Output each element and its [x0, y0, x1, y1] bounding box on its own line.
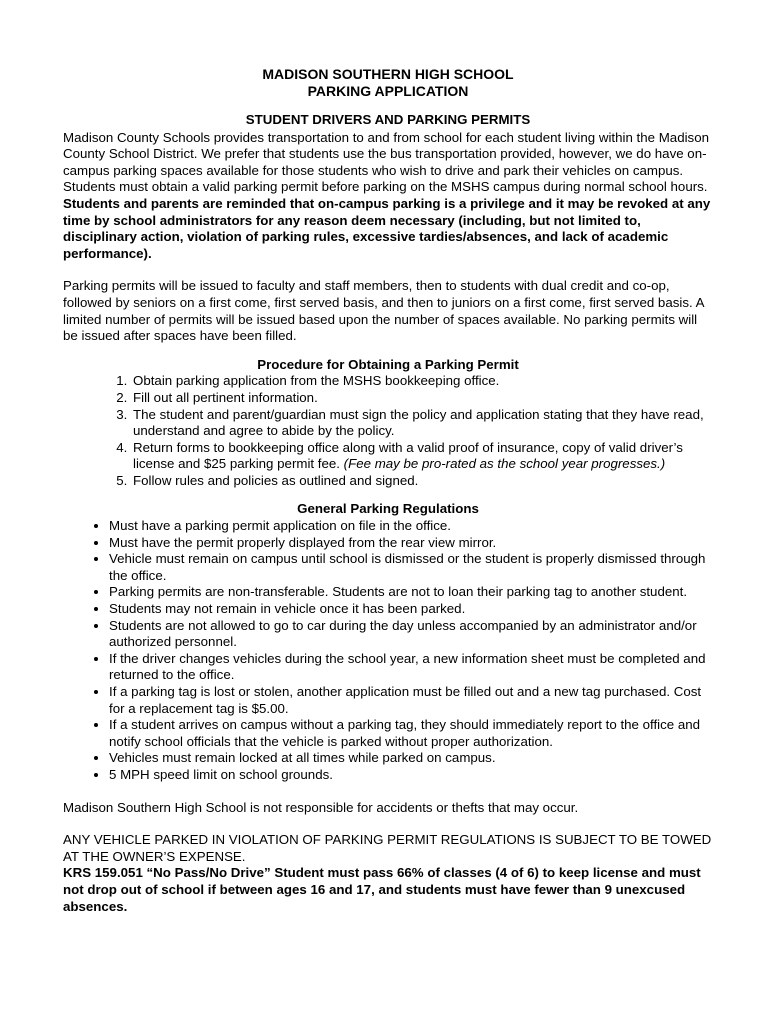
- liability-disclaimer: Madison Southern High School is not responsible for accidents or thefts that may occur.: [63, 799, 579, 815]
- tow-notice: ANY VEHICLE PARKED IN VIOLATION OF PARKING PERMIT REGULATIONS IS SUBJECT TO BE TOWED AT THE OWNER’S EXPENSE.: [63, 832, 712, 864]
- regulation-item: • Vehicles must remain locked at all times while parked on campus.: [109, 750, 713, 767]
- regulation-item: • If the driver changes vehicles during the school year, a new information sheet must be completed and returned to the office.: [109, 651, 713, 684]
- intro-bold-text: Students and parents are reminded that on-campus parking is a privilege and it may be revoked at any time by school administrators for any reason deem necessary (including, but not limited to, disciplinary action, violation of parking rules, excessive tardies/absences, and lack of academic performance).: [63, 195, 711, 261]
- krs-notice: KRS 159.051 “No Pass/No Drive” Student must pass 66% of classes (4 of 6) to keep license and must not drop out of school if between ages 16 and 17, and students must have fewer than 9 unexcused absences.: [63, 865, 701, 914]
- regulation-item: • Students are not allowed to go to car during the day unless accompanied by an administrator and/or authorized personnel.: [109, 618, 713, 651]
- form-title: PARKING APPLICATION: [307, 83, 469, 99]
- regulation-item: • If a parking tag is lost or stolen, another application must be filled out and a new tag purchased. Cost for a replacement tag is $5.00.: [109, 684, 713, 717]
- procedure-step-text: Return forms to bookkeeping office along with a valid proof of insurance, copy of valid driver’s license and $25 parking permit fee.: [133, 439, 683, 472]
- intro-text: Madison County Schools provides transportation to and from school for each student living within the Madison County School District. We prefer that students use the bus transportation provided, however, we do have on-campus parking spaces available for those students who wish to drive and park their vehicles on campus. Students must obtain a valid parking permit before parking on the MSHS campus during normal school hours.: [63, 129, 709, 195]
- procedure-step: 5. Follow rules and policies as outlined and signed.: [131, 473, 713, 490]
- procedure-list: [63, 373, 713, 489]
- regulation-item: • Vehicle must remain on campus until school is dismissed or the student is properly dismissed through the office.: [109, 551, 713, 584]
- document-page: [63, 66, 713, 915]
- procedure-step: 3. The student and parent/guardian must sign the policy and application stating that they have read, understand and agree to abide by the policy.: [131, 407, 713, 440]
- procedure-step: [131, 440, 713, 473]
- regulation-item: • Must have the permit properly displayed from the rear view mirror.: [109, 535, 713, 552]
- fee-note: (Fee may be pro-rated as the school year progresses.): [343, 456, 666, 472]
- regulations-list: [63, 518, 713, 784]
- intro-paragraph: [63, 130, 713, 263]
- regulations-heading: General Parking Regulations: [297, 501, 479, 517]
- issuance-paragraph: Parking permits will be issued to faculty and staff members, then to students with dual credit and co-op, followed by seniors on a first come, first served basis, and then to juniors on a first come, first served basis. A limited number of permits will be issued based upon the number of spaces available. No parking permits will be issued after spaces have been filled.: [63, 278, 704, 344]
- school-name: MADISON SOUTHERN HIGH SCHOOL: [262, 66, 514, 82]
- regulation-item: • 5 MPH speed limit on school grounds.: [109, 767, 713, 784]
- regulation-item: • Parking permits are non-transferable. Students are not to loan their parking tag to another student.: [109, 584, 713, 601]
- regulation-item: • Students may not remain in vehicle once it has been parked.: [109, 601, 713, 618]
- procedure-step: 1. Obtain parking application from the MSHS bookkeeping office.: [131, 373, 713, 390]
- section-heading-permits: STUDENT DRIVERS AND PARKING PERMITS: [245, 112, 531, 127]
- procedure-heading: Procedure for Obtaining a Parking Permit: [257, 356, 519, 372]
- regulation-item: • If a student arrives on campus without a parking tag, they should immediately report to the office and notify school officials that the vehicle is parked without proper authorization.: [109, 717, 713, 750]
- procedure-step: 2. Fill out all pertinent information.: [131, 390, 713, 407]
- regulation-item: • Must have a parking permit application on file in the office.: [109, 518, 713, 535]
